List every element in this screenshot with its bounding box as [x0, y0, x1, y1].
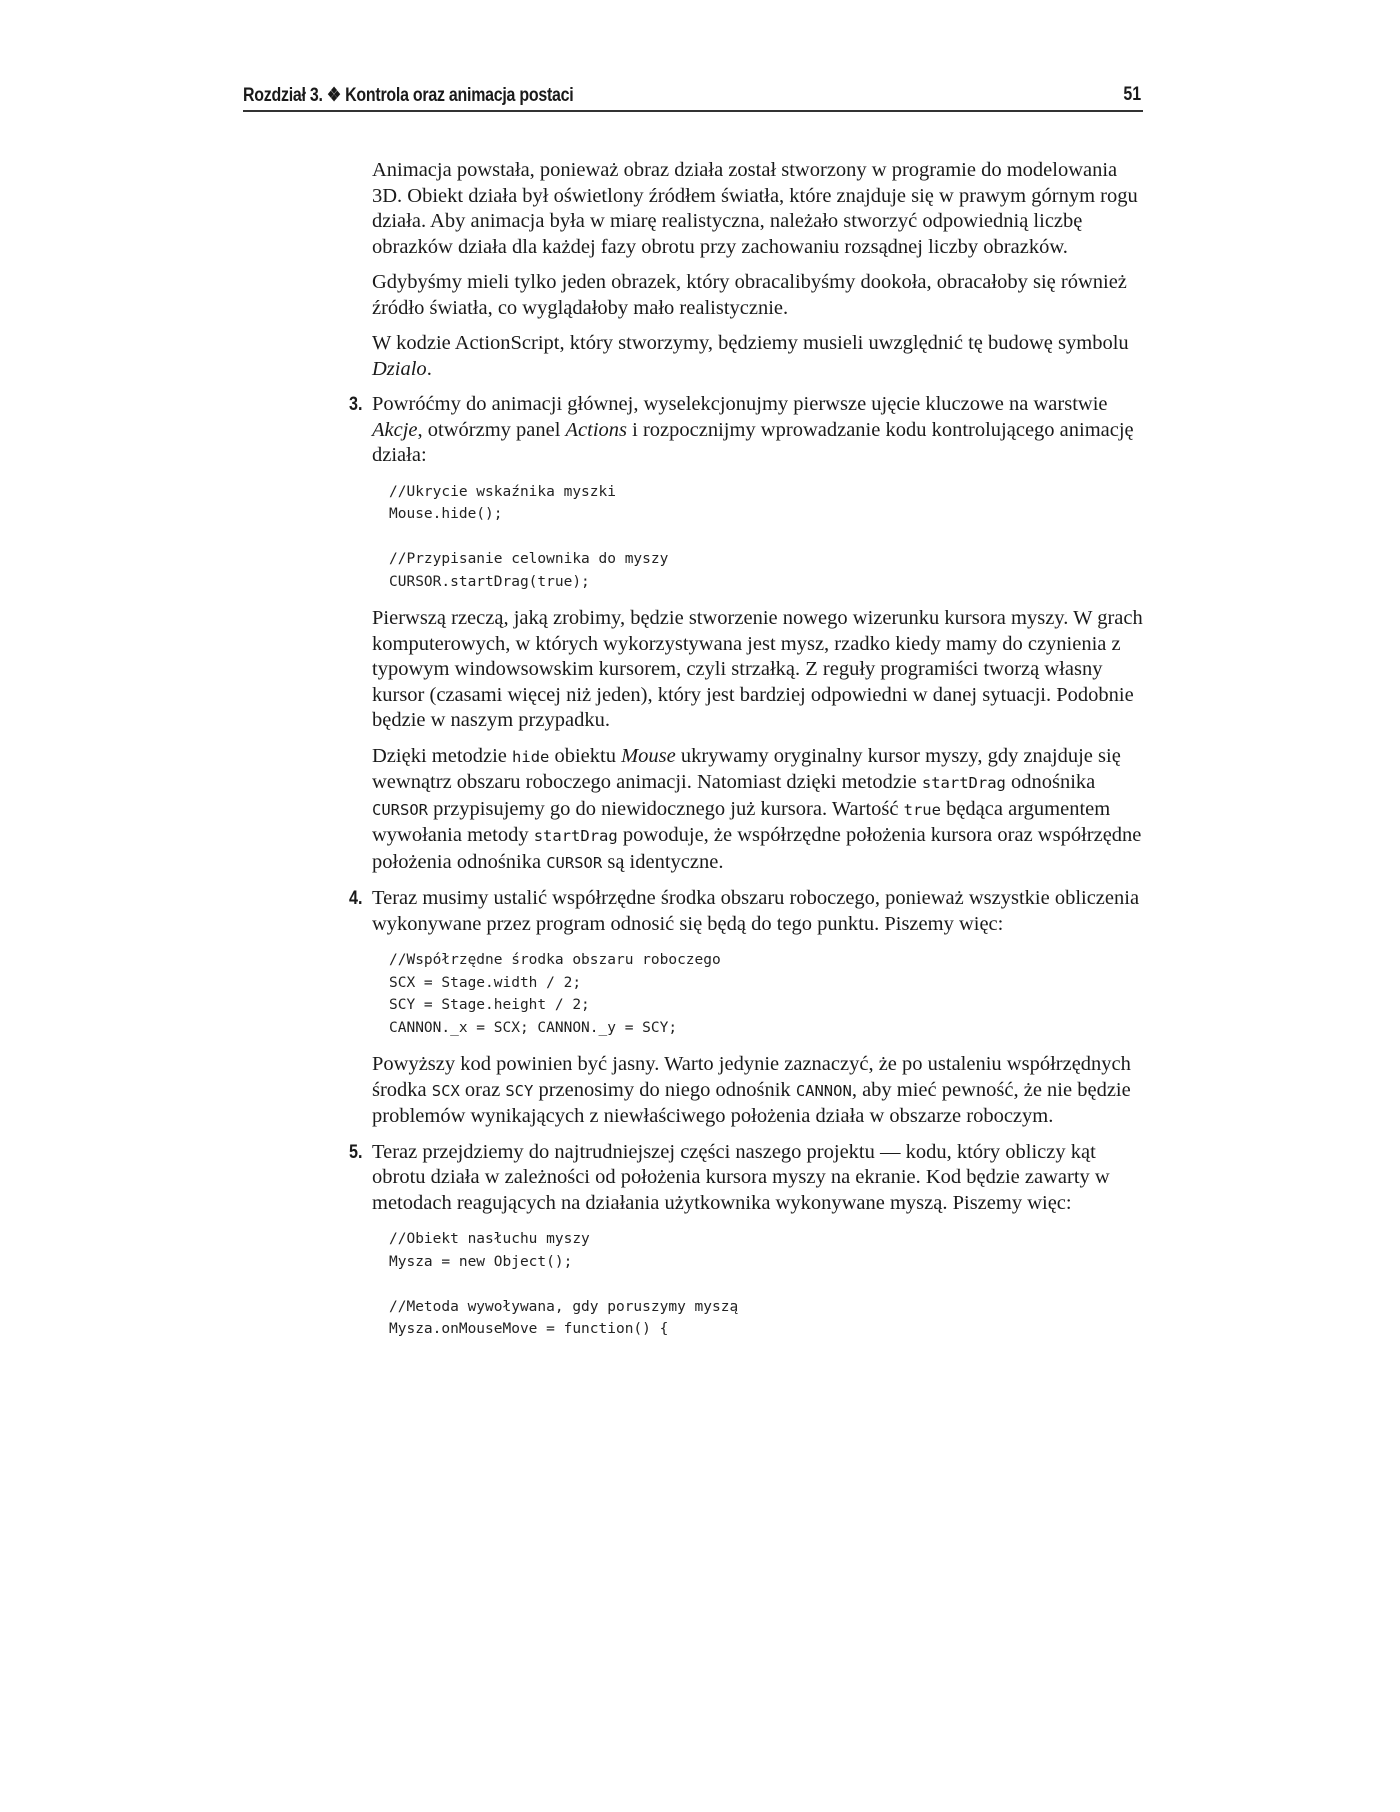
step-3-explanation-1: Pierwszą rzeczą, jaką zrobimy, będzie stworzenie nowego wizerunku kursora myszy. W grach komputerowych, w których wykorzystywana jest mysz, rzadko kiedy mamy do czynienia z typowym windowsowskim kursorem, czyli strzałką. Z reguły programiści tworzą własny kursor (czasami więcej niż jeden), który jest bardziej odpowiedni w danej sytuacji. Podobnie będzie w naszym przypadku. — [372, 607, 1143, 731]
code-block: //Obiekt nasłuchu myszy Mysza = new Object(); //Metoda wywoływana, gdy poruszymy myszą Mysza.onMouseMove = function() { — [389, 1231, 739, 1337]
text-run: ukrywamy oryginalny kursor myszy, gdy znajduje się wewnątrz obszaru roboczego animacji. Natomiast dzięki metodzie — [372, 744, 1121, 793]
paragraph-single-image: Gdybyśmy mieli tylko jeden obrazek, który obracalibyśmy dookoła, obracałoby się również źródło światła, co wyglądałoby mało realistycznie. — [372, 271, 1127, 319]
step-3-intro — [372, 392, 1147, 469]
text-run: są identyczne. — [602, 850, 724, 873]
inline-code: startDrag — [921, 774, 1006, 792]
step-5-intro: Teraz przejdziemy do najtrudniejszej części naszego projektu — kodu, który obliczy kąt obrotu działa w zależności od położenia kursora myszy na ekranie. Kod będzie zawarty w metodach reagujących na działania użytkownika wykonywane myszą. Piszemy więc: — [372, 1140, 1110, 1214]
text-run: przenosimy do niego odnośnik — [533, 1078, 796, 1101]
step-4-intro: Teraz musimy ustalić współrzędne środka obszaru roboczego, ponieważ wszystkie obliczenia wykonywane przez program odnosić się będą do tego punktu. Piszemy więc: — [372, 887, 1140, 935]
layer-name: Akcje — [372, 418, 418, 441]
step-3-explanation-2 — [372, 744, 1147, 877]
inline-code: SCX — [431, 1081, 460, 1100]
inline-code: CURSOR — [546, 853, 603, 872]
text-run: Powyższy kod powinien być jasny. Warto jedynie zaznaczyć, że po ustaleniu współrzędnych środka — [372, 1053, 1131, 1101]
text-run: Powróćmy do animacji głównej, wyselekcjonujmy pierwsze ujęcie kluczowe na warstwie — [372, 393, 1108, 415]
inline-code: CURSOR — [372, 800, 428, 819]
text-run: , aby mieć pewność, że nie będzie problemów wynikających z niewłaściwego położenia działa w obszarze roboczym. — [372, 1078, 1131, 1127]
step-4 — [349, 886, 1147, 1130]
paragraph-actionscript — [372, 331, 1147, 382]
chapter-title: Rozdział 3. ❖ Kontrola oraz animacja postaci — [243, 85, 574, 106]
text-run: Dzięki metodzie — [372, 744, 513, 767]
step-3 — [349, 392, 1147, 876]
inline-code: hide — [512, 747, 550, 766]
step-number: 5. — [349, 1141, 363, 1163]
text-run: i rozpocznijmy wprowadzanie kodu kontrolującego animację działa: — [372, 418, 1134, 466]
object-name: Mouse — [621, 744, 676, 767]
text-run: obiektu — [549, 744, 622, 767]
page-number: 51 — [1123, 84, 1141, 105]
step-number: 4. — [349, 888, 363, 909]
inline-code: true — [903, 800, 941, 819]
symbol-name: Dzialo — [372, 357, 427, 380]
step-4-explanation — [372, 1052, 1147, 1130]
inline-code: SCY — [505, 1081, 534, 1100]
panel-name: Actions — [565, 418, 628, 441]
text-run: będąca argumentem wywołania metody — [372, 797, 1111, 846]
step-number: 3. — [349, 394, 363, 415]
text-run: przypisujemy go do niewidocznego już kursora. Wartość — [428, 797, 904, 820]
page-body — [349, 158, 1147, 1354]
code-block: //Współrzędne środka obszaru roboczego SCX = Stage.width / 2; SCY = Stage.height / 2; CANNON._x = SCX; CANNON._y = SCY; — [389, 952, 721, 1036]
inline-code: startDrag — [533, 827, 618, 845]
inline-code: CANNON — [795, 1081, 852, 1100]
text-run: powoduje, że współrzędne położenia kursora oraz współrzędne położenia odnośnika — [372, 824, 1142, 873]
paragraph-end: . — [426, 357, 432, 380]
text-run: oraz — [459, 1078, 506, 1101]
text-run: , otwórzmy panel — [417, 418, 566, 441]
paragraph-animation: Animacja powstała, ponieważ obraz działa został stworzony w programie do modelowania 3D. Obiekt działa był oświetlony źródłem światła, które znajduje się w prawym górnym rogu działa. Aby animacja była w miarę realistyczna, należało stworzyć odpowiednią liczbę obrazków działa dla każdej fazy obrotu przy zachowaniu rozsądnej liczby obrazków. — [372, 159, 1138, 258]
step-5 — [349, 1140, 1147, 1341]
text-run: odnośnika — [1005, 771, 1096, 793]
code-block: //Ukrycie wskaźnika myszki Mouse.hide(); //Przypisanie celownika do myszy CURSOR.startDrag(true); — [389, 483, 669, 590]
page-header — [243, 84, 1143, 112]
paragraph-text: W kodzie ActionScript, który stworzymy, będziemy musieli uwzględnić tę budowę symbolu — [372, 332, 1129, 354]
